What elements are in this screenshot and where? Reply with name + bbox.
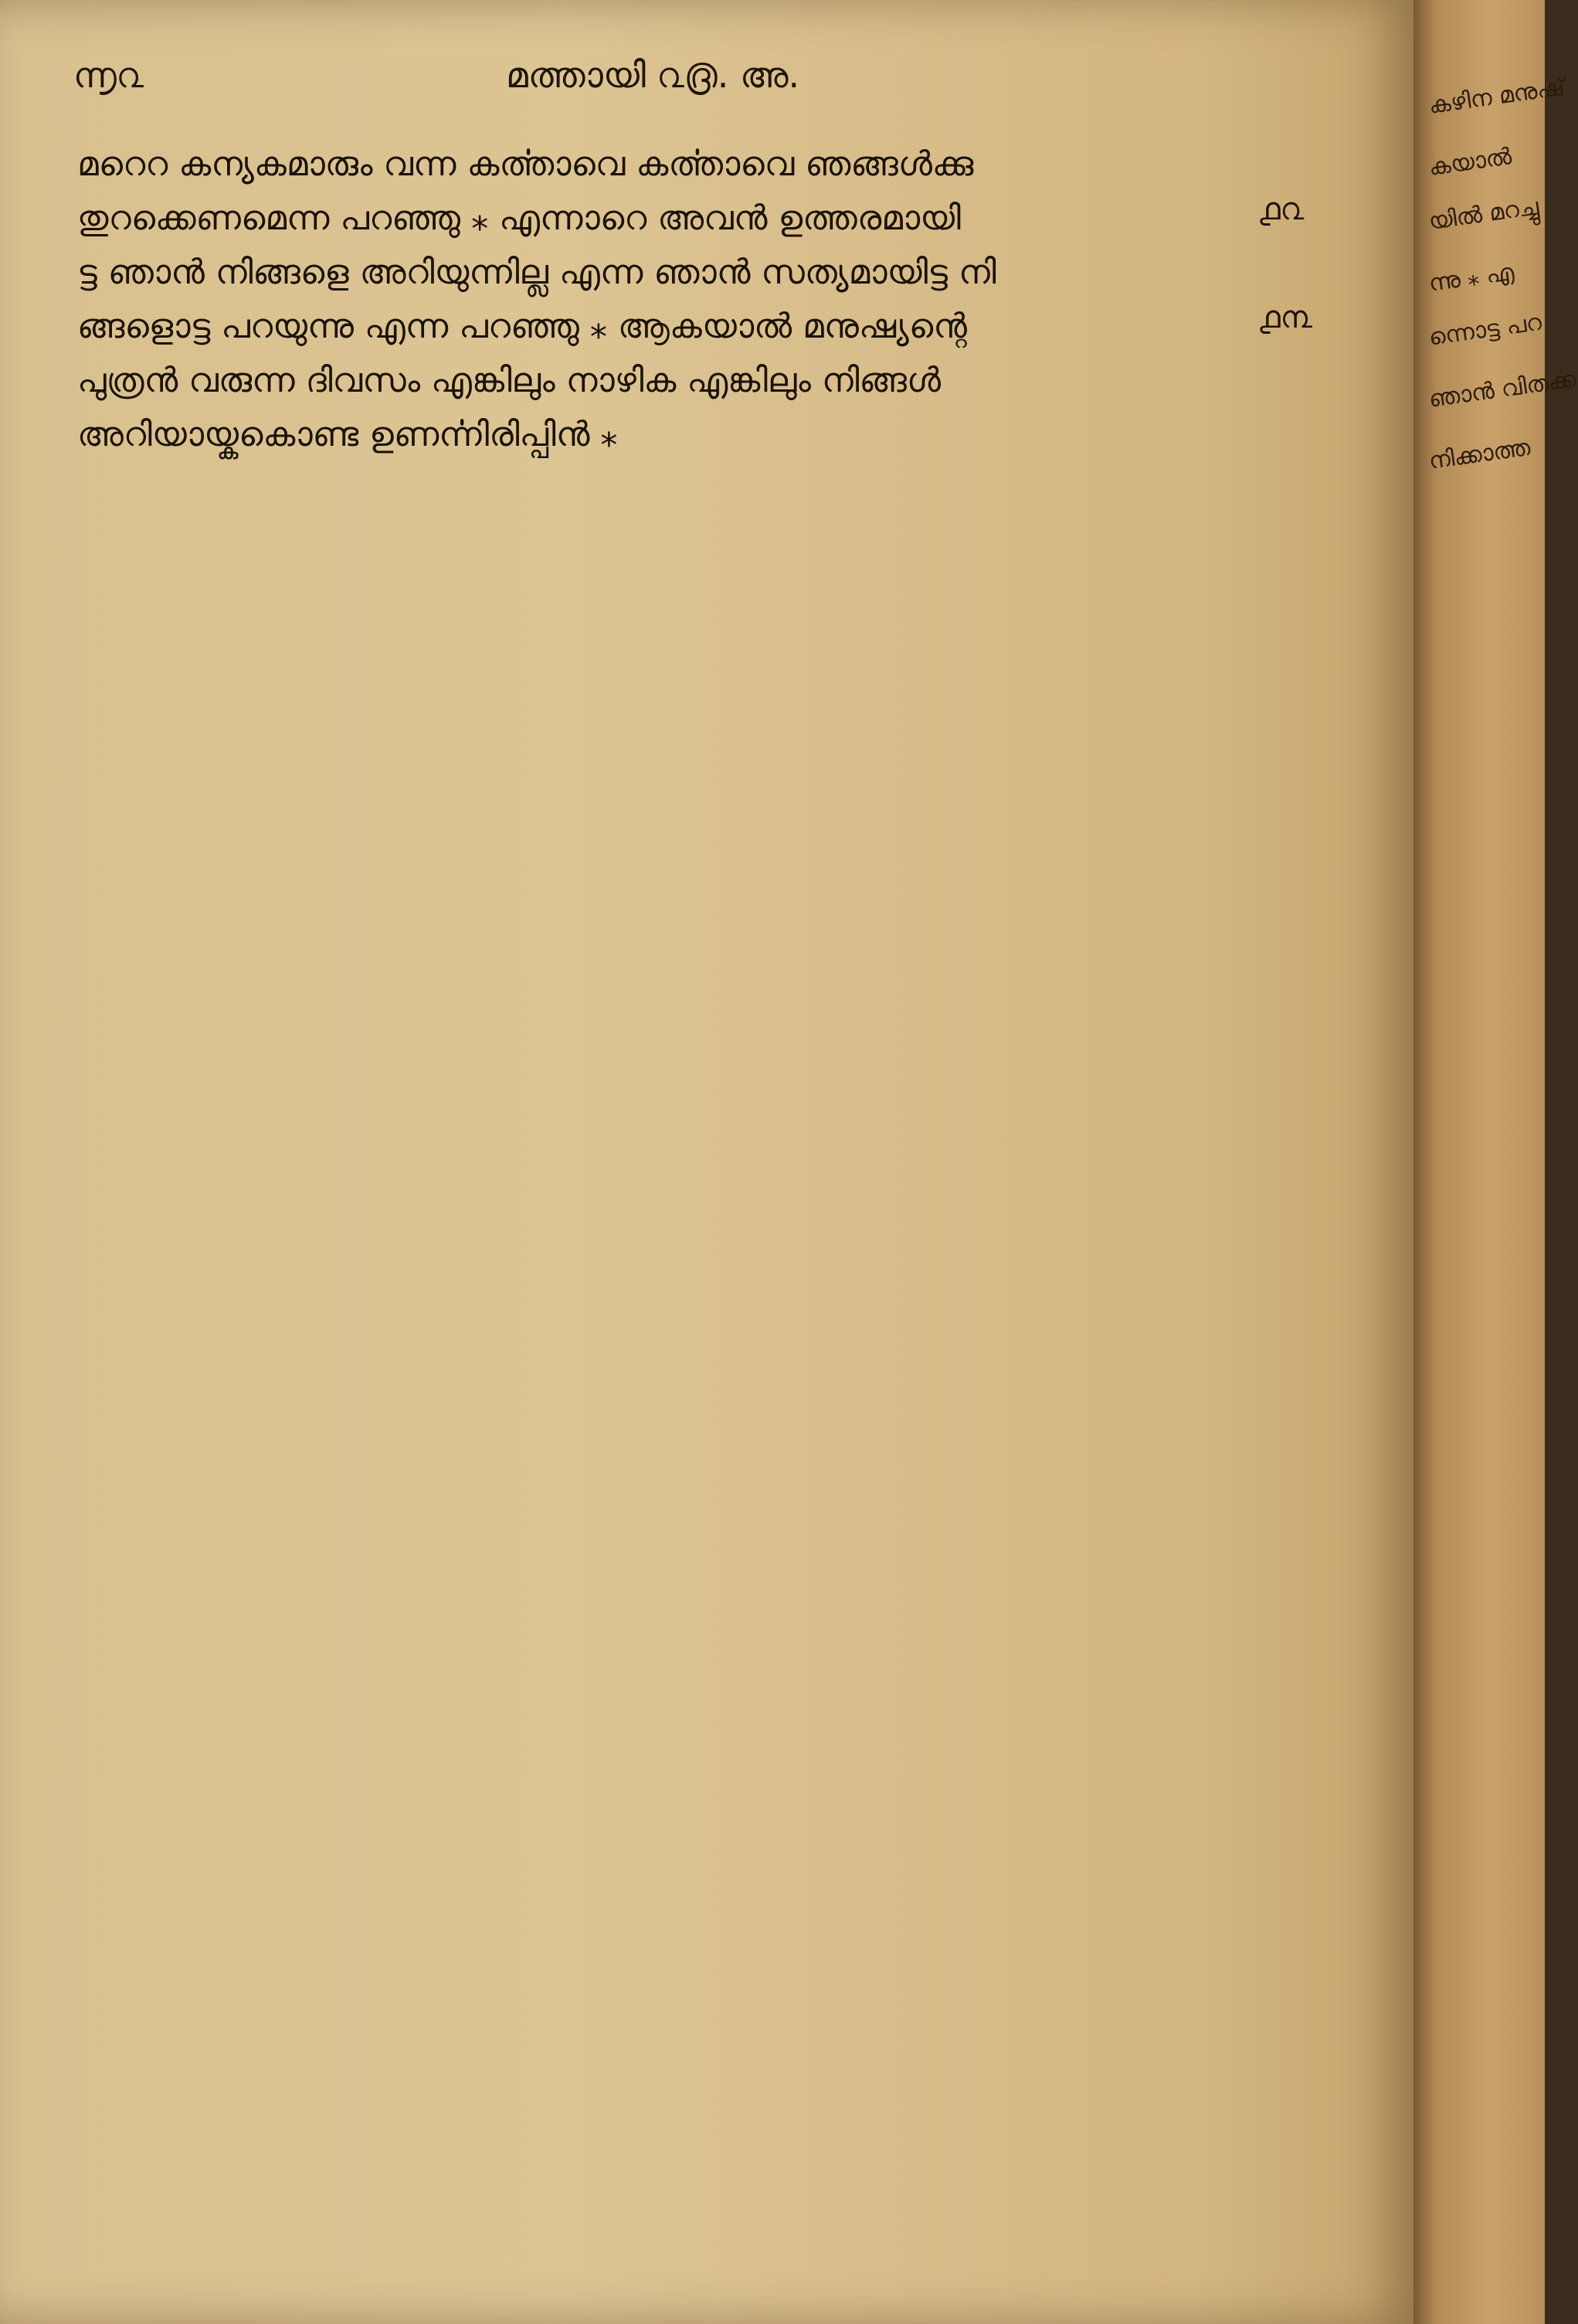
text-line: പുത്രൻ വരുന്ന ദിവസം എങ്കിലും നാഴിക എങ്കിലും നിങ്ങൾ [77,361,942,400]
facing-page-fragment: യിൽ മറച്ചു [1427,193,1541,236]
facing-page-fragment: കഴിന മനുഷ് [1427,73,1566,120]
facing-page-fragment: ഞാൻ വിതക്ക [1427,365,1578,413]
facing-page-fragment: നിക്കാത്ത [1427,433,1532,475]
verse-number: ൧൩ [1259,300,1312,335]
page-header [73,54,1232,116]
facing-page-fragment: കയാൽ [1427,143,1514,182]
page-number: ൬൨ [73,54,144,96]
facing-page-fragment: ന്നു ⁎ എ [1427,258,1516,297]
facing-page-fragment: ന്നൊട്ട പറ [1427,308,1544,352]
text-line: ട്ട ഞാൻ നിങ്ങളെ അറിയുന്നില്ല എന്ന ഞാൻ സത്യമായിട്ട നി [77,253,996,292]
verse-number: ൧൨ [1259,192,1305,227]
scripture-text [77,138,1236,462]
text-line: തുറക്കെണമെന്ന പറഞ്ഞു ⁎ എന്നാറെ അവൻ ഉത്തരമായി [77,199,961,238]
running-title: മത്തായി ൨൫. അ. [505,54,800,96]
text-line: അറിയായ്കകൊണ്ട ഉണൎന്നിരിപ്പിൻ ⁎ [77,415,618,454]
text-line: ങ്ങളൊട്ട പറയുന്നു എന്ന പറഞ്ഞു ⁎ ആകയാൽ മനുഷ്യന്റെ [77,307,967,346]
facing-page-edge [1413,0,1578,2324]
text-line: മറെറ കന്യകമാരും വന്ന കൎത്താവെ കൎത്താവെ ഞങ്ങൾക്കു [77,144,974,184]
